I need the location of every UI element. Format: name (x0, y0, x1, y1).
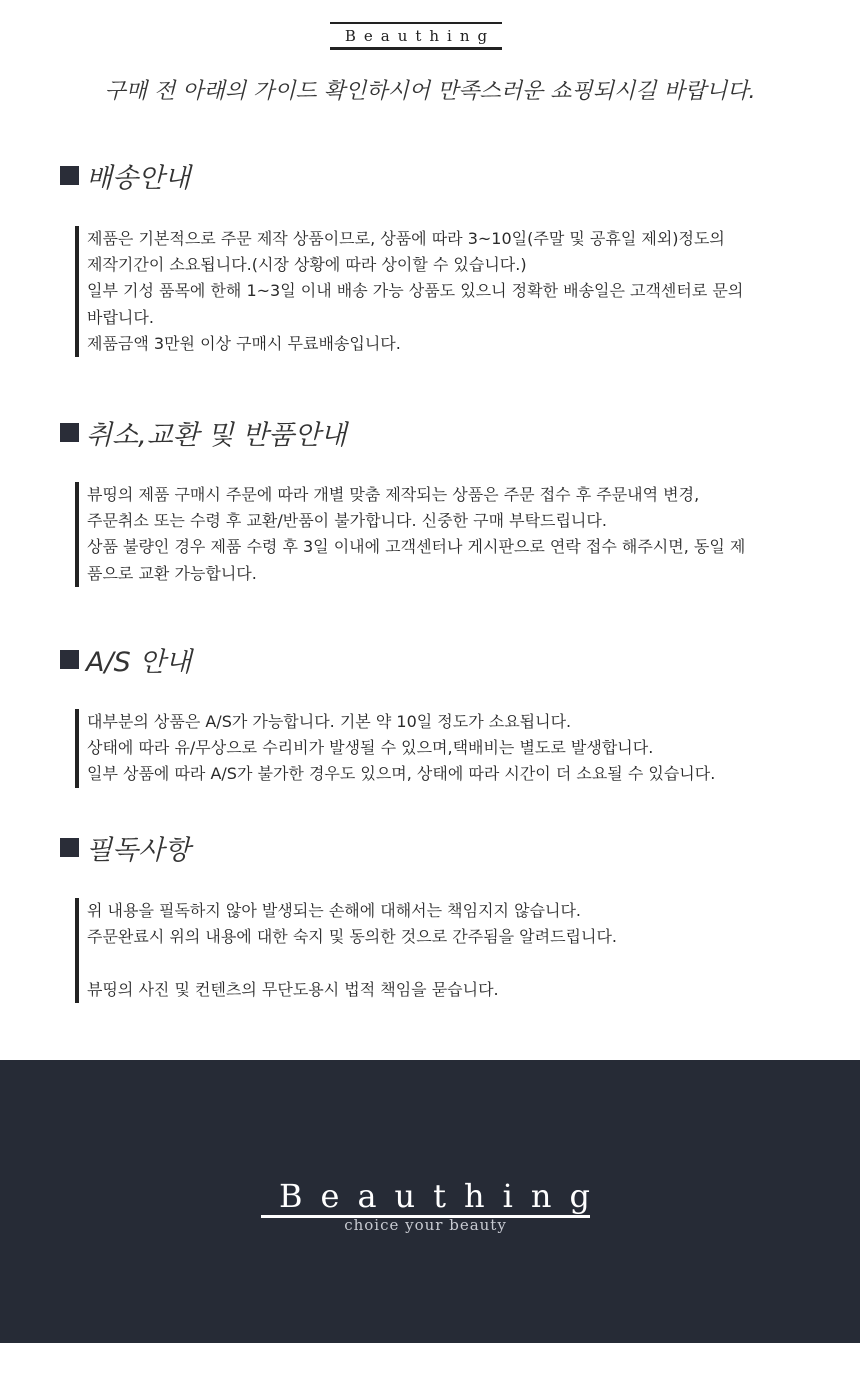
footer-tagline: choice your beauty (344, 1216, 507, 1234)
body-line: 제품금액 3만원 이상 구매시 무료배송입니다. (87, 333, 401, 353)
blank-line (87, 950, 617, 976)
body-line: 주문취소 또는 수령 후 교환/반품이 불가합니다. 신중한 구매 부탁드립니다. (87, 511, 607, 531)
body-line: 위 내용을 필독하지 않아 발생되는 손해에 대해서는 책임지지 않습니다. (87, 901, 581, 920)
intro-text: 구매 전 아래의 가이드 확인하시어 만족스러운 쇼핑되시길 바랍니다. (104, 79, 756, 104)
body-line: 주문완료시 위의 내용에 대한 숙지 및 동의한 것으로 간주됨을 알려드립니다. (87, 927, 617, 947)
section-body-shipping (75, 226, 743, 357)
footer-banner (0, 1060, 860, 1343)
section-body-as (75, 709, 715, 788)
section-title-shipping (60, 156, 190, 195)
body-line: 제작기간이 소요됩니다.(시장 상황에 따라 상이할 수 있습니다.) (87, 255, 527, 275)
body-line: 일부 기성 품목에 한해 1~3일 이내 배송 가능 상품도 있으니 정확한 배송일은 고객센터로 문의 (87, 281, 744, 301)
body-line: 뷰띵의 제품 구매시 주문에 따라 개별 맞춤 제작되는 상품은 주문 접수 후 주문내역 변경, (87, 485, 700, 504)
square-bullet-icon (60, 166, 79, 185)
body-line: 상품 불량인 경우 제품 수령 후 3일 이내에 고객센터나 게시판으로 연락 접수 해주시면, 동일 제 (87, 537, 746, 557)
body-line: 대부분의 상품은 A/S가 가능합니다. 기본 약 10일 정도가 소요됩니다. (87, 712, 572, 731)
section-body-return (75, 482, 745, 587)
section-title-label: 배송안내 (86, 163, 191, 194)
square-bullet-icon (60, 423, 79, 442)
body-line: 바랍니다. (87, 307, 154, 327)
section-title-return (60, 413, 347, 452)
section-title-label: 필독사항 (86, 835, 191, 866)
square-bullet-icon (60, 838, 79, 857)
body-line: 품으로 교환 가능합니다. (87, 563, 257, 583)
section-title-label: 취소,교환 및 반품안내 (86, 420, 347, 451)
body-line: 일부 상품에 따라 A/S가 불가한 경우도 있으며, 상태에 따라 시간이 더 소요될 수 있습니다. (87, 764, 716, 784)
body-line: 상태에 따라 유/무상으로 수리비가 발생될 수 있으며,택배비는 별도로 발생합니다. (87, 738, 654, 758)
section-body-notice (75, 898, 617, 1003)
footer-brand-logo: Beauthing (261, 1177, 590, 1218)
body-line: 뷰띵의 사진 및 컨텐츠의 무단도용시 법적 책임을 묻습니다. (87, 979, 499, 999)
square-bullet-icon (60, 650, 79, 669)
section-title-notice (60, 828, 190, 867)
body-line: 제품은 기본적으로 주문 제작 상품이므로, 상품에 따라 3~10일(주말 및 공휴일 제외)정도의 (87, 229, 725, 248)
top-brand-logo: Beauthing (330, 22, 502, 50)
section-title-label: A/S 안내 (86, 647, 192, 678)
section-title-as (60, 640, 191, 679)
